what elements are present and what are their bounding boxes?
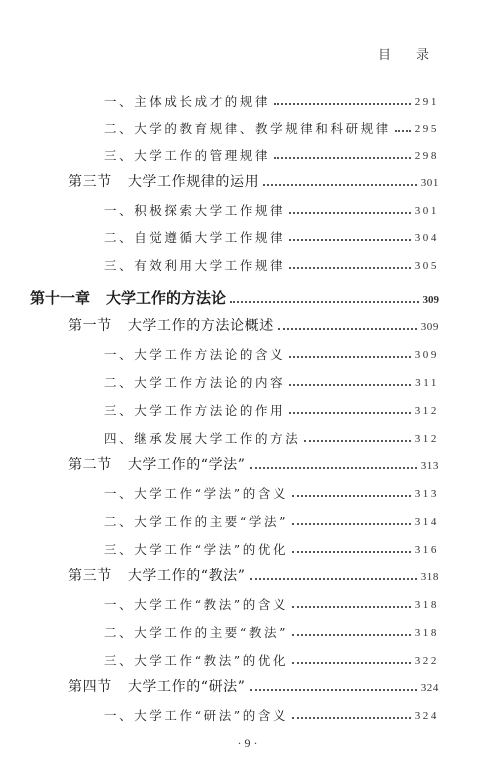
toc-page-number: 311 [415, 377, 439, 389]
toc-section-label [68, 171, 259, 191]
toc-entry-title: 四、继承发展大学工作的方法 [104, 431, 301, 446]
section-title: 大学工作的“教法” [127, 568, 246, 584]
toc-page-number: 301 [420, 177, 439, 189]
toc-page-number: 318 [414, 599, 439, 611]
dot-leader [250, 578, 417, 580]
section-title: 大学工作的“学法” [127, 457, 246, 473]
section-title: 大学工作的方法论概述 [127, 318, 274, 334]
chapter-number: 第十一章 [30, 289, 91, 307]
dot-leader [292, 495, 411, 497]
toc-section[interactable] [68, 313, 439, 335]
toc-entry[interactable] [104, 252, 439, 274]
toc-section-label [68, 565, 246, 585]
toc-entry[interactable] [104, 197, 439, 219]
section-number: 第三节 [68, 568, 112, 584]
toc-entry-title: 二、大学工作方法论的内容 [104, 375, 286, 390]
toc-page-number: 313 [414, 488, 439, 500]
toc-page-number: 298 [414, 150, 439, 162]
dot-leader [292, 717, 411, 719]
toc-page-number: 324 [414, 710, 439, 722]
dot-leader [304, 440, 410, 442]
toc-entry[interactable] [104, 702, 439, 724]
toc-chapter-label [30, 287, 226, 308]
dot-leader [263, 184, 416, 186]
dot-leader [289, 267, 410, 269]
toc-entry-title: 一、大学工作“研法”的含义 [104, 708, 289, 723]
dot-leader [289, 412, 410, 414]
toc-page-number: 312 [414, 433, 439, 445]
running-head: 目 录 [377, 48, 435, 63]
toc-page-number: 309 [420, 321, 439, 333]
toc-page-number: 314 [414, 516, 439, 528]
toc-page-number: 316 [414, 544, 439, 556]
dot-leader [292, 662, 411, 664]
toc-entry[interactable] [104, 224, 439, 246]
toc-entry-title: 三、大学工作“学法”的优化 [104, 542, 289, 557]
page-number: · 9 · [237, 736, 258, 750]
section-number: 第二节 [68, 457, 112, 473]
toc-page-number: 305 [414, 260, 439, 272]
toc-page-number: 312 [414, 405, 439, 417]
toc-entry-title: 一、积极探索大学工作规律 [104, 203, 286, 218]
toc-entry-title: 二、大学的教育规律、教学规律和科研规律 [104, 121, 391, 136]
toc-entry[interactable] [104, 508, 439, 530]
toc-section[interactable] [68, 563, 439, 585]
dot-leader [230, 301, 418, 303]
toc-entry[interactable] [104, 142, 439, 164]
toc-page-number: 309 [414, 349, 439, 361]
toc-entry-title: 一、大学工作“教法”的含义 [104, 597, 289, 612]
toc-page-number: 313 [420, 460, 439, 472]
toc-entry-title: 三、大学工作的管理规律 [104, 148, 271, 163]
dot-leader [289, 356, 410, 358]
dot-leader [292, 634, 411, 636]
dot-leader [289, 212, 410, 214]
section-number: 第一节 [68, 318, 112, 334]
toc-entry-title: 一、大学工作“学法”的含义 [104, 486, 289, 501]
dot-leader [250, 467, 417, 469]
toc-page-number: 309 [422, 294, 439, 306]
toc-entry[interactable] [104, 88, 439, 110]
toc-entry[interactable] [104, 591, 439, 613]
toc-entry-title: 三、大学工作方法论的作用 [104, 403, 286, 418]
toc-entry-title: 一、大学工作方法论的含义 [104, 347, 286, 362]
toc-entry[interactable] [104, 115, 439, 137]
section-title: 大学工作的“研法” [127, 679, 246, 695]
toc-entry[interactable] [104, 341, 439, 363]
toc-section[interactable] [68, 169, 439, 191]
toc-page-number: 318 [414, 627, 439, 639]
dot-leader [250, 689, 417, 691]
dot-leader [289, 239, 410, 241]
toc-entry[interactable] [104, 425, 439, 447]
chapter-title: 大学工作的方法论 [106, 289, 227, 307]
toc-page-number: 324 [420, 682, 439, 694]
section-number: 第三节 [68, 174, 112, 190]
toc-section-label [68, 454, 246, 474]
dot-leader [274, 103, 411, 105]
dot-leader [278, 328, 417, 330]
section-number: 第四节 [68, 679, 112, 695]
toc-entry[interactable] [104, 647, 439, 669]
toc-entry[interactable] [104, 536, 439, 558]
toc-page-number: 322 [414, 655, 439, 667]
toc-page-number: 304 [414, 232, 439, 244]
toc-entry[interactable] [104, 619, 439, 641]
toc-entry-title: 一、主体成长成才的规律 [104, 94, 271, 109]
toc-page-number: 318 [420, 571, 439, 583]
toc-page-number: 295 [414, 123, 439, 135]
toc-page-number: 291 [414, 96, 439, 108]
toc-section-label [68, 315, 274, 335]
dot-leader [292, 523, 411, 525]
dot-leader [292, 606, 411, 608]
toc-section[interactable] [68, 674, 439, 696]
toc-entry[interactable] [104, 369, 439, 391]
dot-leader [274, 157, 411, 159]
toc-chapter[interactable] [30, 286, 439, 308]
toc-entry-title: 二、大学工作的主要“教法” [104, 625, 289, 640]
section-title: 大学工作规律的运用 [127, 174, 260, 190]
toc-section-label [68, 676, 246, 696]
dot-leader [292, 551, 411, 553]
toc-entry-title: 三、大学工作“教法”的优化 [104, 653, 289, 668]
toc-entry-title: 二、大学工作的主要“学法” [104, 514, 289, 529]
dot-leader [289, 384, 411, 386]
toc-entry-title: 二、自觉遵循大学工作规律 [104, 230, 286, 245]
toc-section[interactable] [68, 452, 439, 474]
toc-page-number: 301 [414, 205, 439, 217]
toc-entry[interactable] [104, 480, 439, 502]
toc-entry-title: 三、有效利用大学工作规律 [104, 258, 286, 273]
dot-leader [395, 130, 411, 132]
toc-entry[interactable] [104, 397, 439, 419]
